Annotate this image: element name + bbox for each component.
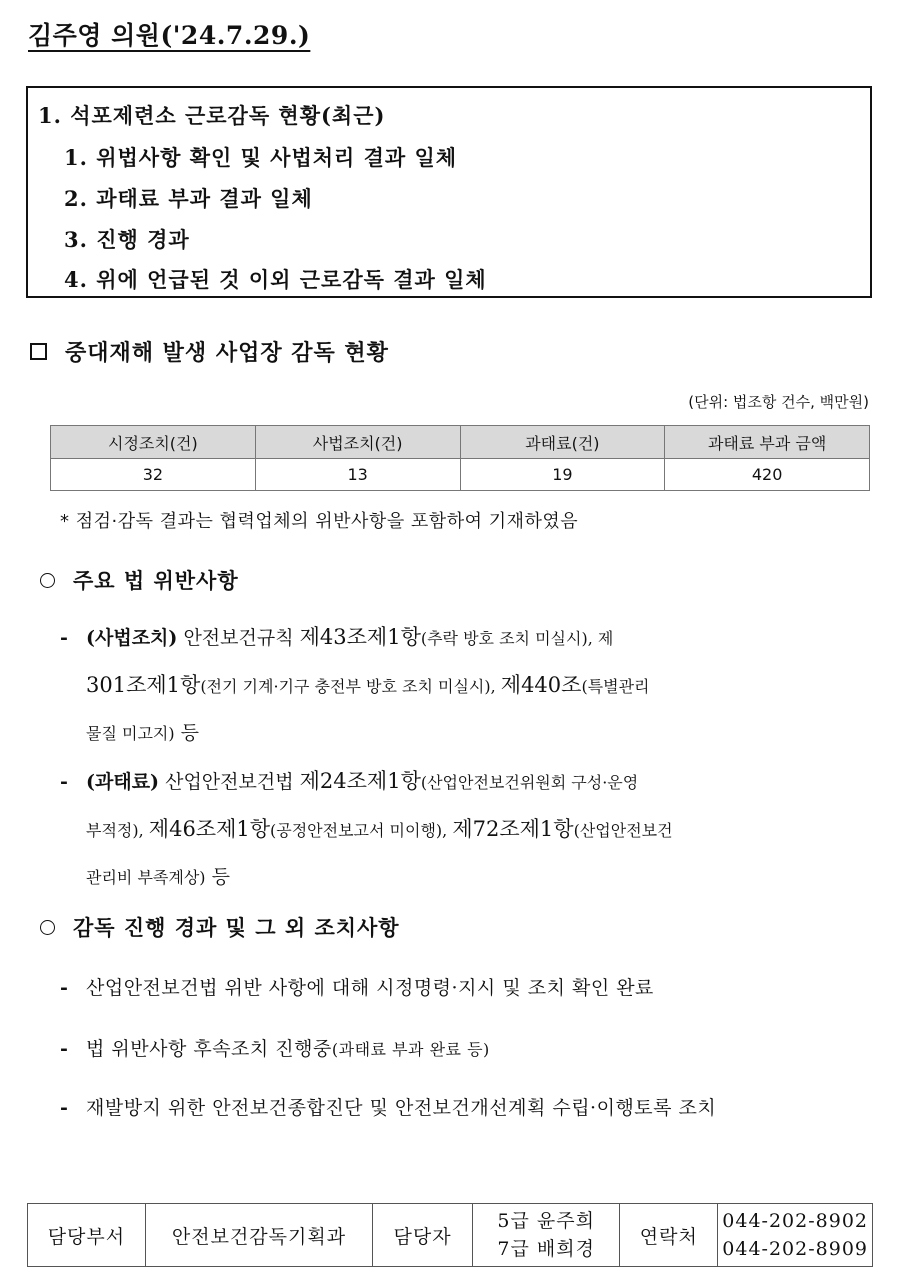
- dash-bullet: -: [60, 771, 68, 793]
- table-header-cell: 사법조치(건): [255, 426, 460, 459]
- person-value: [472, 1204, 619, 1267]
- violations-heading: [40, 565, 239, 595]
- text-segment: 물질 미고지): [86, 724, 175, 743]
- progress-item-note: (과태료 부과 완료 등): [331, 1040, 490, 1059]
- fine-label: (과태료): [86, 771, 160, 793]
- judicial-label: (사법조치): [86, 627, 178, 649]
- article-ref: 제46조제1항: [148, 817, 271, 841]
- footnote: * 점검·감독 결과는 협력업체의 위반사항을 포함하여 기재하였음: [60, 511, 579, 532]
- dash-bullet: -: [60, 977, 69, 999]
- question-item: 1. 위법사항 확인 및 사법처리 결과 일체: [64, 145, 458, 170]
- text-segment: (공정안전보고서 미이행),: [270, 821, 453, 840]
- progress-heading-text: 감독 진행 경과 및 그 외 조치사항: [73, 915, 400, 940]
- phone-value: [718, 1204, 873, 1267]
- table-cell: 32: [51, 459, 256, 491]
- table-header-row: [51, 426, 870, 459]
- progress-item-text: 재발방지 위한 안전보건종합진단 및 안전보건개선계획 수립·이행토록 조치: [86, 1097, 717, 1119]
- person-entry: 7급 배희경: [497, 1238, 595, 1260]
- stats-table: [50, 425, 870, 491]
- section-title: [30, 336, 389, 367]
- text-segment: (전기 기계·기구 충전부 방호 조치 미실시),: [200, 677, 501, 696]
- table-header-cell: 과태료(건): [460, 426, 665, 459]
- circle-bullet-icon: [40, 920, 55, 935]
- dept-value: 안전보건감독기획과: [145, 1204, 372, 1267]
- dash-bullet: -: [60, 1097, 69, 1119]
- question-box: [26, 86, 872, 298]
- person-label: 담당자: [373, 1204, 473, 1267]
- checkbox-square-icon: [30, 343, 47, 360]
- article-ref: 제440조: [500, 673, 582, 697]
- contact-table: [27, 1203, 873, 1267]
- progress-item: [60, 973, 654, 1000]
- article-ref: 301조제1항: [86, 673, 201, 697]
- text-segment: (산업안전보건: [573, 821, 673, 840]
- question-item: 4. 위에 언급된 것 이외 근로감독 결과 일체: [64, 267, 487, 292]
- progress-item: [60, 1034, 490, 1061]
- dash-bullet: -: [60, 627, 68, 649]
- phone-entry: 044-202-8909: [722, 1238, 868, 1260]
- text-segment: 등: [174, 722, 200, 744]
- text-segment: 산업안전보건법: [165, 771, 300, 793]
- table-cell: 19: [460, 459, 665, 491]
- text-segment: (산업안전보건위원회 구성·운영: [420, 773, 639, 792]
- article-ref: 제43조제1항: [299, 625, 421, 649]
- judicial-violations-paragraph: [60, 614, 870, 757]
- table-row: [28, 1204, 873, 1267]
- table-cell: 13: [255, 459, 460, 491]
- circle-bullet-icon: [40, 573, 55, 588]
- dash-bullet: -: [60, 1038, 69, 1060]
- table-cell: 420: [665, 459, 870, 491]
- article-ref: 제24조제1항: [299, 769, 421, 793]
- question-title: 1. 석포제련소 근로감독 현황(최근): [38, 103, 386, 128]
- table-header-cell: 과태료 부과 금액: [665, 426, 870, 459]
- table-row: [51, 459, 870, 491]
- section-title-text: 중대재해 발생 사업장 감독 현황: [65, 340, 389, 366]
- question-item: 3. 진행 경과: [64, 227, 190, 252]
- text-segment: (추락 방호 조치 미실시), 제: [420, 629, 614, 648]
- page-title: 김주영 의원('24.7.29.): [28, 21, 311, 50]
- article-ref: 제72조제1항: [452, 817, 574, 841]
- text-segment: 부적정),: [86, 821, 149, 840]
- progress-item-text: 산업안전보건법 위반 사항에 대해 시정명령·지시 및 조치 확인 완료: [86, 977, 654, 999]
- unit-note: (단위: 법조항 건수, 백만원): [688, 393, 869, 411]
- table-header-cell: 시정조치(건): [51, 426, 256, 459]
- text-segment: 등: [205, 866, 230, 888]
- text-segment: 안전보건규칙: [183, 627, 300, 649]
- person-entry: 5급 윤주희: [497, 1210, 595, 1232]
- phone-entry: 044-202-8902: [722, 1210, 868, 1232]
- progress-item: [60, 1093, 716, 1120]
- progress-heading: [40, 912, 400, 942]
- text-segment: 관리비 부족계상): [86, 868, 206, 887]
- progress-item-text: 법 위반사항 후속조치 진행중: [86, 1038, 332, 1060]
- fine-violations-paragraph: [60, 758, 870, 901]
- phone-label: 연락처: [620, 1204, 718, 1267]
- question-item: 2. 과태료 부과 결과 일체: [64, 186, 313, 211]
- violations-heading-text: 주요 법 위반사항: [73, 568, 239, 593]
- text-segment: (특별관리: [581, 677, 650, 696]
- dept-label: 담당부서: [28, 1204, 146, 1267]
